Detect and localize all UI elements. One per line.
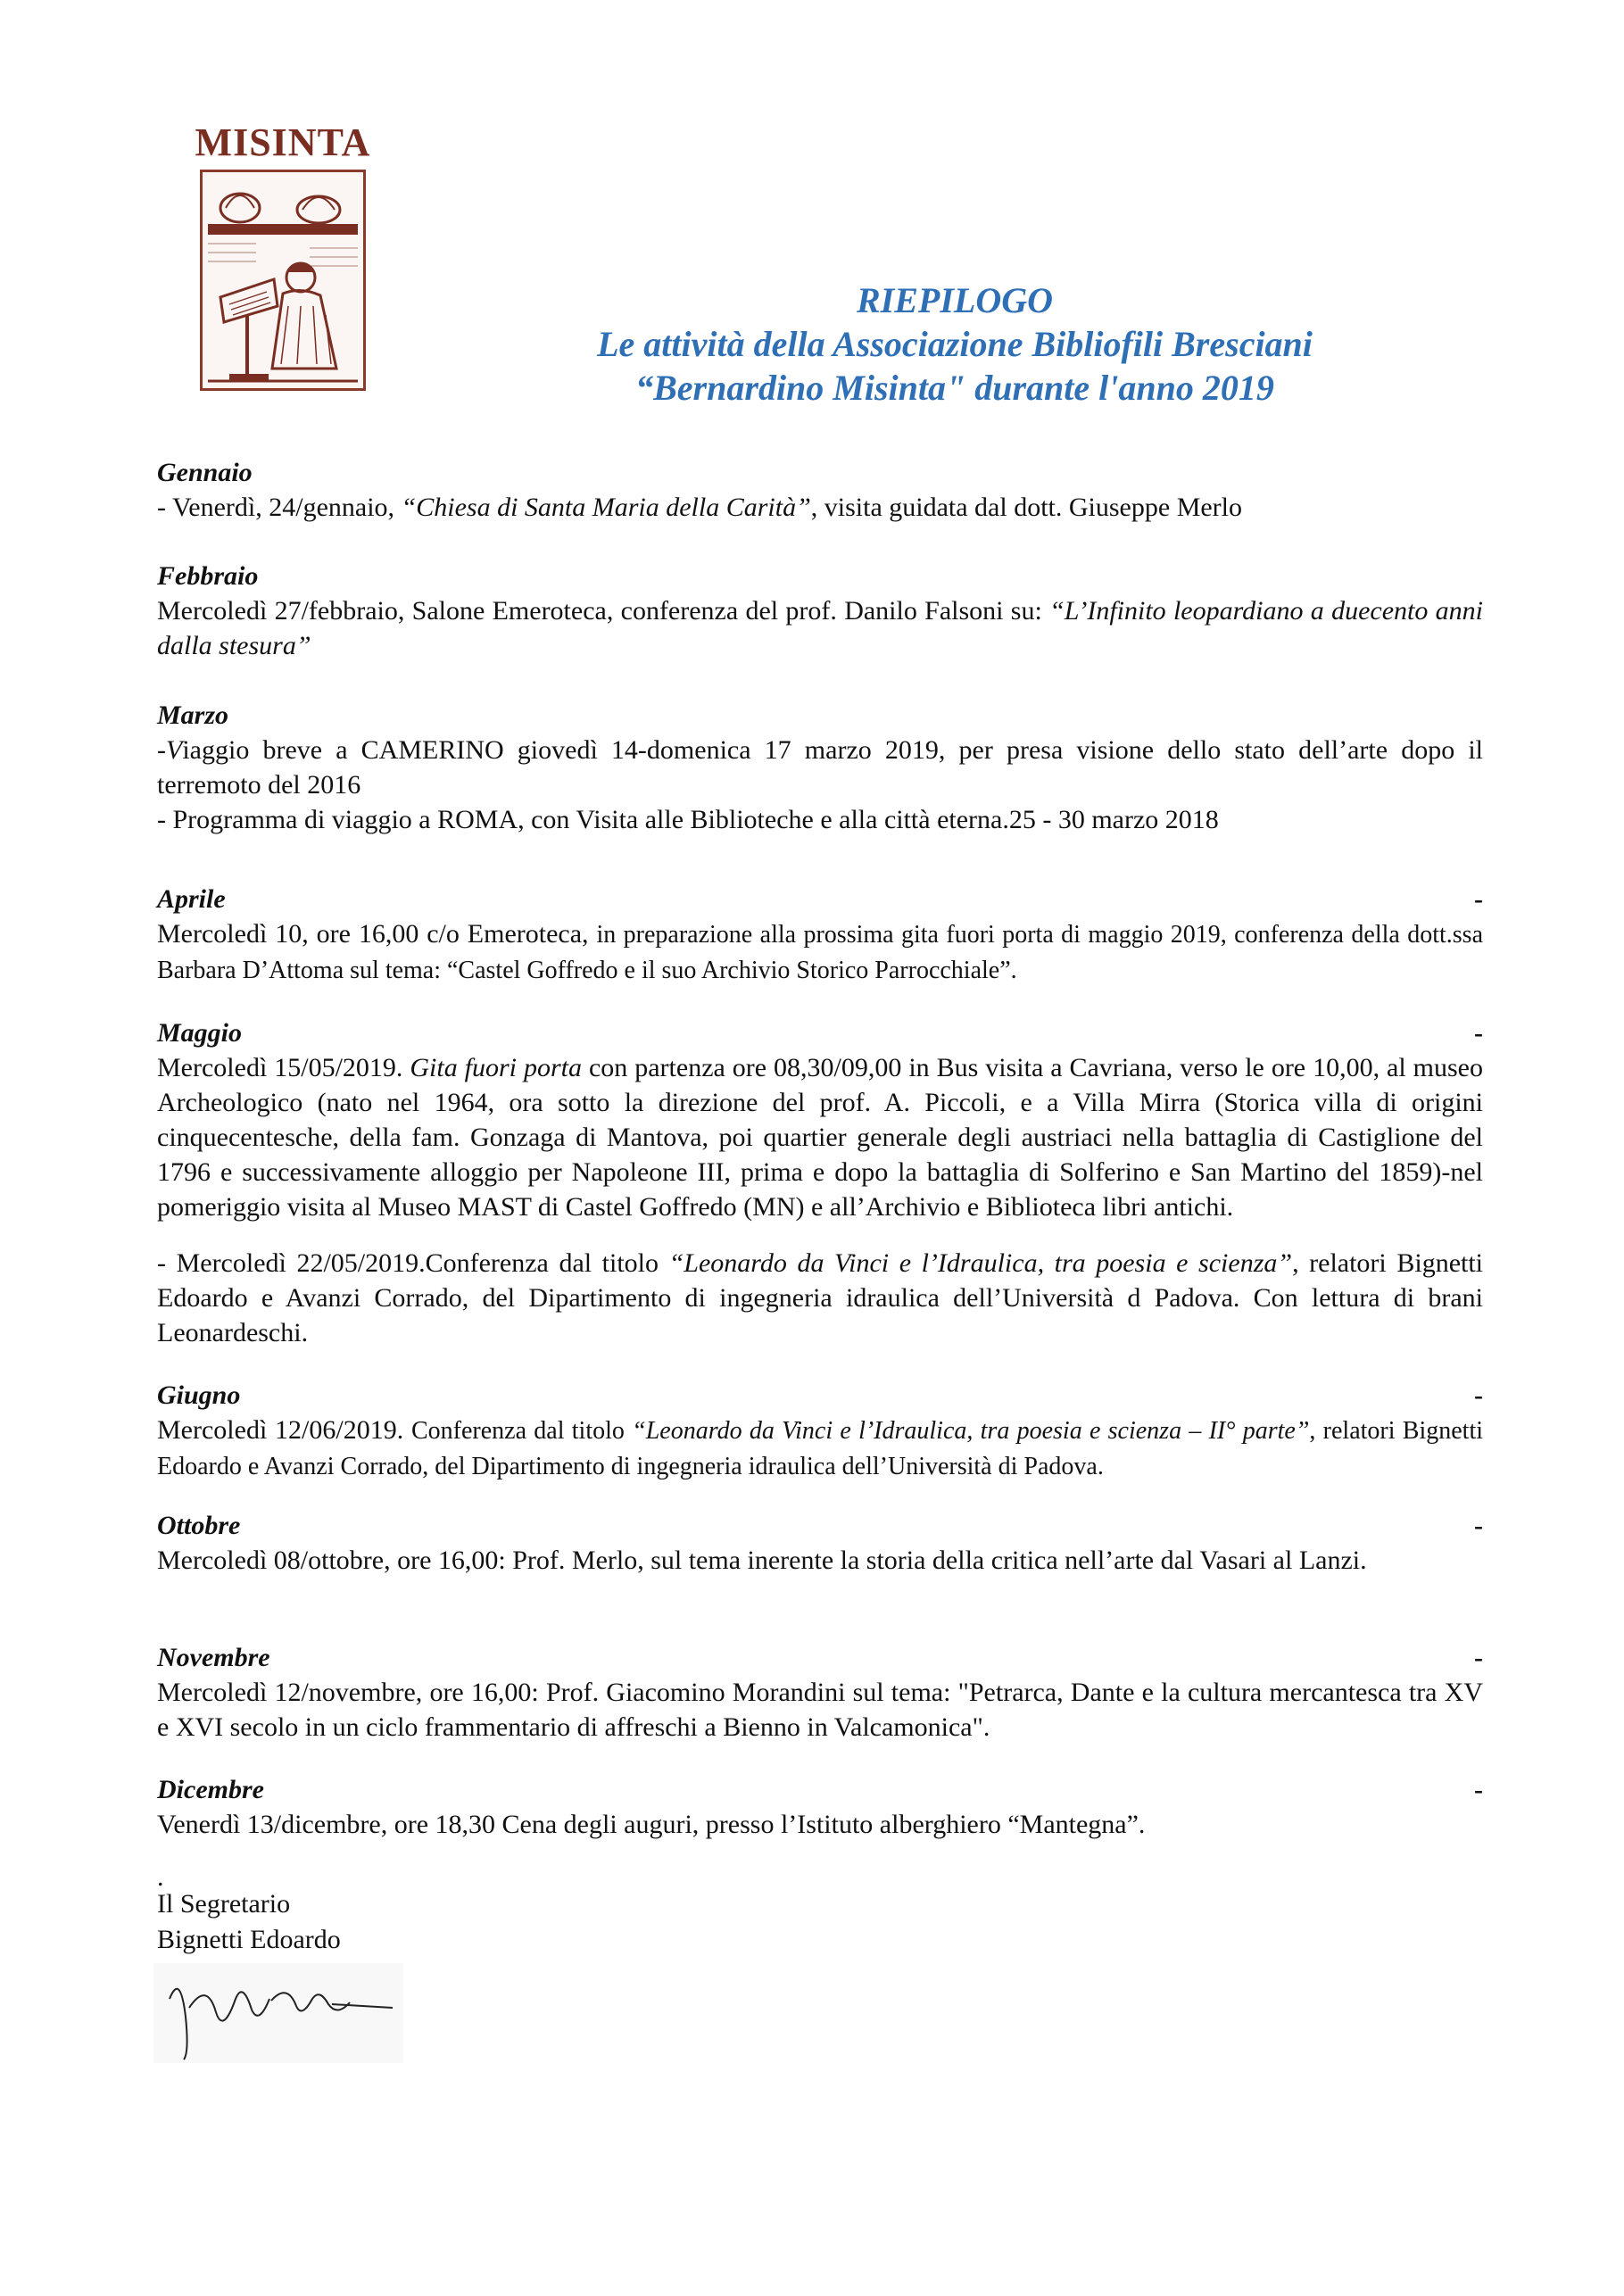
month-heading: Novembre — [157, 1643, 270, 1672]
signer-role: Il Segretario — [157, 1889, 291, 1919]
woodcut-scholar-image — [203, 172, 363, 388]
month-heading: Ottobre — [157, 1511, 241, 1540]
handwritten-signature — [153, 1963, 403, 2063]
month-heading: Febbraio — [157, 561, 259, 591]
closing-dot: . — [157, 1862, 164, 1892]
section-giugno — [157, 1378, 1483, 1484]
section-text: Mercoledì 12/06/2019. Conferenza dal titolo “Leonardo da Vinci e l’Idraulica, tra poesia e scienza – II° parte”, relatori Bignetti Edoardo e Avanzi Corrado, del Dipartimento di ingegneria idraulica dell’Università di Padova. — [157, 1415, 1483, 1480]
logo-wordmark: MISINTA — [195, 120, 371, 164]
section-aprile — [157, 882, 1483, 988]
section-text: Mercoledì 27/febbraio, Salone Emeroteca, conferenza del prof. Danilo Falsoni su: “L’Infinito leopardiano a duecento anni dalla stesura” — [157, 596, 1483, 660]
section-text: Venerdì 13/dicembre, ore 18,30 Cena degli auguri, presso l’Istituto alberghiero “Mantegna”. — [157, 1810, 1146, 1839]
section-marzo — [157, 698, 1483, 837]
section-text: - Programma di viaggio a ROMA, con Visita alle Biblioteche e alla città eterna.25 - 30 marzo 2018 — [157, 805, 1219, 834]
title-line-2: Le attività della Associazione Bibliofili Bresciani — [597, 324, 1313, 364]
signer-name: Bignetti Edoardo — [157, 1925, 341, 1954]
month-heading: Giugno — [157, 1380, 241, 1410]
separator-dash: - — [1474, 884, 1483, 914]
month-heading: Aprile — [157, 884, 226, 914]
month-heading: Marzo — [157, 700, 229, 730]
section-ottobre — [157, 1508, 1483, 1578]
section-febbraio — [157, 559, 1483, 663]
section-maggio — [157, 1015, 1483, 1350]
month-heading: Maggio — [157, 1018, 243, 1048]
month-heading: Gennaio — [157, 458, 253, 487]
document-title — [500, 278, 1410, 410]
month-heading: Dicembre — [157, 1775, 264, 1804]
section-text: Mercoledì 12/novembre, ore 16,00: Prof. Giacomino Morandini sul tema: "Petrarca, Dante e la cultura mercantesca tra XV e XVI secolo in un ciclo frammentario di affreschi a Bienno in Valcamonica". — [157, 1678, 1483, 1742]
section-text: - Venerdì, 24/gennaio, “Chiesa di Santa Maria della Carità”, visita guidata dal dott. Giuseppe Merlo — [157, 493, 1243, 522]
title-line-1: RIEPILOGO — [856, 280, 1054, 320]
logo-woodcut-illustration — [200, 170, 366, 391]
separator-dash: - — [1474, 1380, 1483, 1410]
separator-dash: - — [1474, 1511, 1483, 1540]
separator-dash: - — [1474, 1775, 1483, 1804]
section-gennaio — [157, 455, 1483, 525]
section-dicembre — [157, 1772, 1483, 1842]
misinta-logo — [184, 120, 382, 395]
separator-dash: - — [1474, 1018, 1483, 1048]
section-text: -Viaggio breve a CAMERINO giovedì 14-domenica 17 marzo 2019, per presa visione dello stato dell’arte dopo il terremoto del 2016 — [157, 735, 1483, 800]
title-line-3: “Bernardino Misinta" durante l'anno 2019 — [635, 368, 1274, 408]
section-text: - Mercoledì 22/05/2019.Conferenza dal titolo “Leonardo da Vinci e l’Idraulica, tra poesia e scienza”, relatori Bignetti Edoardo e Avanzi Corrado, del Dipartimento di ingegneria idraulica dell’Università d Padova. Con lettura di brani Leonardeschi. — [157, 1248, 1484, 1347]
signature-block — [157, 1886, 341, 1958]
section-novembre — [157, 1640, 1483, 1745]
section-text: Mercoledì 15/05/2019. Gita fuori porta con partenza ore 08,30/09,00 in Bus visita a Cavriana, verso le ore 10,00, al museo Archeologico (nato nel 1964, ora sotto la direzione del prof. A. Piccoli, e a Villa Mirra (Storica villa di origini cinquecentesche, della fam. Gonzaga di Mantova, poi quartier generale degli austriaci nella battaglia di Castiglione del 1796 e successivamente alloggio per Napoleone III, prima e dopo la battaglia di Solferino e San Martino del 1859)-nel pomeriggio visita al Museo MAST di Castel Goffredo (MN) e all’Archivio e Biblioteca libri antichi. — [157, 1053, 1483, 1222]
section-text: Mercoledì 08/ottobre, ore 16,00: Prof. Merlo, sul tema inerente la storia della critica nell’arte dal Vasari al Lanzi. — [157, 1546, 1367, 1575]
section-text: Mercoledì 10, ore 16,00 c/o Emeroteca, in preparazione alla prossima gita fuori porta di maggio 2019, conferenza della dott.ssa Barbara D’Attoma sul tema: “Castel Goffredo e il suo Archivio Storico Parrocchiale”. — [157, 919, 1483, 984]
separator-dash: - — [1474, 1643, 1483, 1672]
